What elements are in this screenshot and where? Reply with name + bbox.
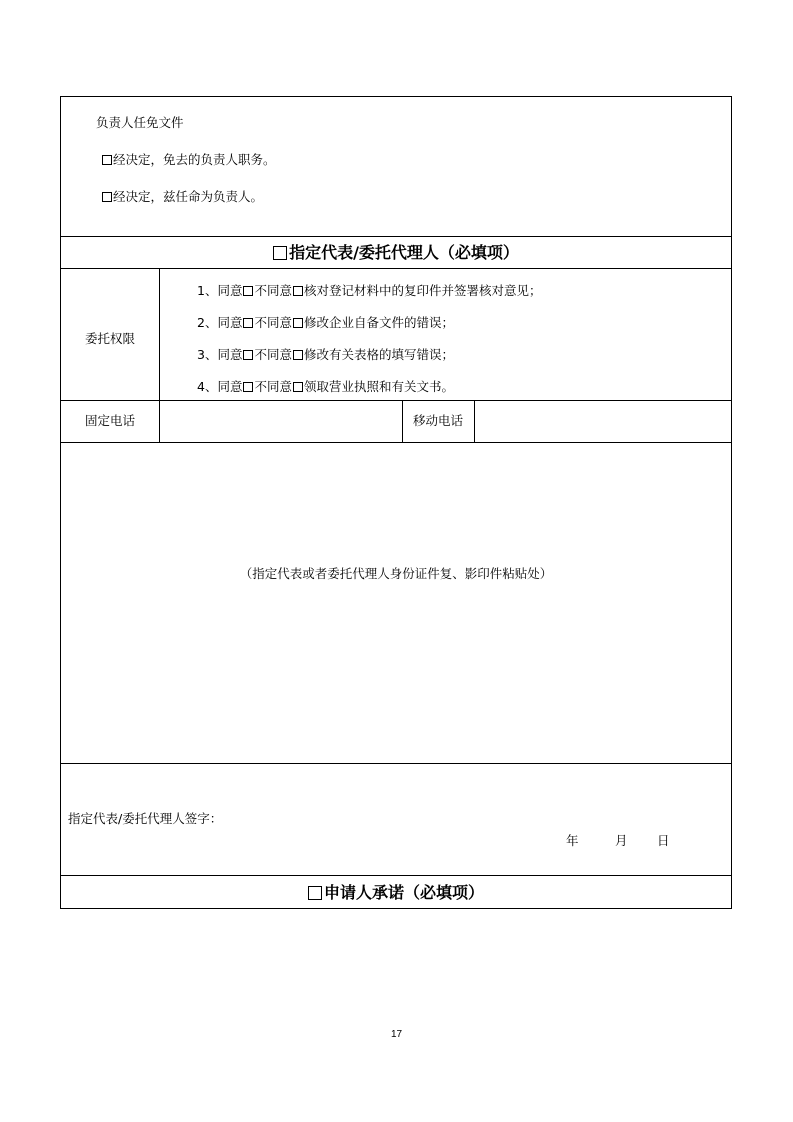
authority-item-4 <box>197 381 454 394</box>
divider <box>61 875 731 876</box>
commitment-heading-text: 申请人承诺（必填项） <box>323 883 484 902</box>
page-number: 17 <box>390 1029 403 1040</box>
disagree-checkbox[interactable] <box>293 382 303 392</box>
id-paste-hint: （指定代表或者委托代理人身份证件复、影印件粘贴处） <box>239 566 553 581</box>
delegate-heading <box>61 245 731 261</box>
divider <box>61 268 731 269</box>
divider <box>159 268 160 400</box>
item-prefix: 1、同意 <box>197 283 243 298</box>
dismiss-checkbox[interactable] <box>102 155 112 165</box>
appoint-option-text: 经决定，兹任命为负责人。 <box>113 189 264 204</box>
commitment-heading <box>61 885 731 901</box>
disagree-checkbox[interactable] <box>293 286 303 296</box>
dismiss-option-text: 经决定，免去的负责人职务。 <box>113 152 276 167</box>
item-middle: 不同意 <box>254 315 292 330</box>
item-middle: 不同意 <box>254 283 292 298</box>
agree-checkbox[interactable] <box>243 318 253 328</box>
appoint-option <box>101 191 263 204</box>
divider <box>61 236 731 237</box>
divider <box>474 400 475 442</box>
item-text: 核对登记材料中的复印件并签署核对意见； <box>303 283 542 298</box>
id-paste-area[interactable] <box>61 442 731 763</box>
authority-item-3 <box>197 349 454 362</box>
form-frame <box>60 96 732 909</box>
agree-checkbox[interactable] <box>243 382 253 392</box>
fixed-phone-label: 固定电话 <box>84 413 135 428</box>
item-prefix: 4、同意 <box>197 379 243 394</box>
divider <box>61 763 731 764</box>
item-text: 修改企业自备文件的错误； <box>303 315 454 330</box>
disagree-checkbox[interactable] <box>293 350 303 360</box>
item-prefix: 2、同意 <box>197 315 243 330</box>
item-middle: 不同意 <box>254 379 292 394</box>
disagree-checkbox[interactable] <box>293 318 303 328</box>
authority-item-2 <box>197 317 454 330</box>
authority-label: 委托权限 <box>84 331 135 346</box>
agree-checkbox[interactable] <box>243 350 253 360</box>
item-text: 修改有关表格的填写错误； <box>303 347 454 362</box>
divider <box>61 400 731 401</box>
appointment-doc-title: 负责人任免文件 <box>96 115 184 130</box>
authority-item-1 <box>197 285 541 298</box>
divider <box>159 400 160 442</box>
signature-label: 指定代表/委托代理人签字： <box>68 811 223 826</box>
mobile-phone-label: 移动电话 <box>412 413 463 428</box>
date-month: 月 <box>615 833 628 848</box>
commitment-section-checkbox[interactable] <box>308 886 322 900</box>
item-text: 领取营业执照和有关文书。 <box>303 379 454 394</box>
date-year: 年 <box>566 833 579 848</box>
dismiss-option <box>101 154 276 167</box>
appoint-checkbox[interactable] <box>102 192 112 202</box>
delegate-section-checkbox[interactable] <box>273 246 287 260</box>
item-middle: 不同意 <box>254 347 292 362</box>
delegate-heading-text: 指定代表/委托代理人（必填项） <box>289 243 519 262</box>
date-day: 日 <box>657 833 670 848</box>
item-prefix: 3、同意 <box>197 347 243 362</box>
agree-checkbox[interactable] <box>243 286 253 296</box>
